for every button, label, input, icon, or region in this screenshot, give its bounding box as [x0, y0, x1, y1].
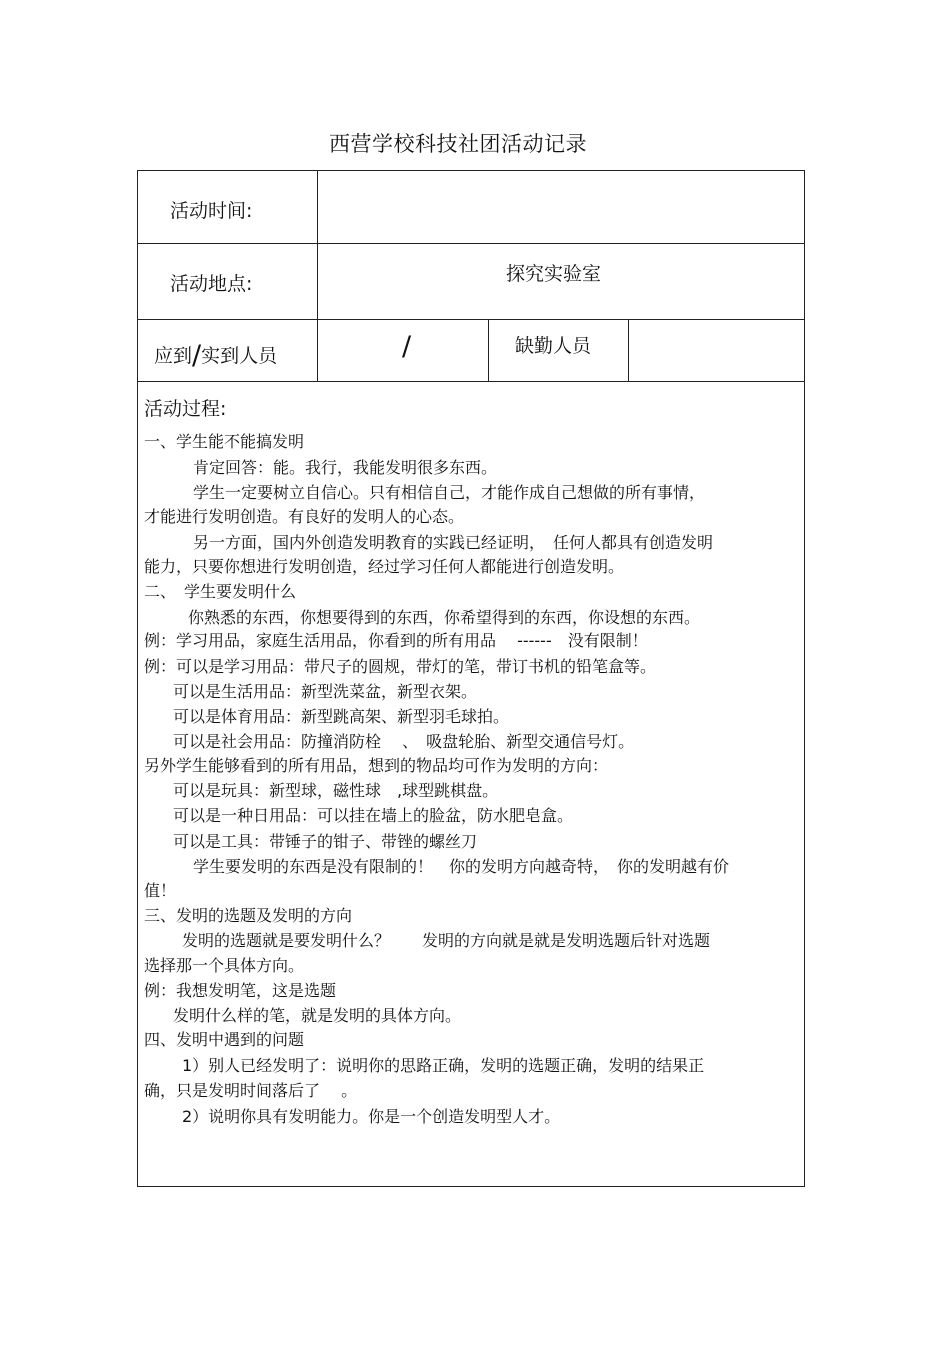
- paragraph-line: 可以是玩具：新型球，磁性球 ,球型跳棋盘。: [173, 781, 499, 800]
- paragraph-line: 你熟悉的东西，你想要得到的东西，你希望得到的东西，你设想的东西。: [188, 608, 701, 627]
- paragraph-line: 另外学生能够看到的所有用品，想到的物品均可作为发明的方向：: [144, 756, 609, 775]
- section-heading: 三、发明的选题及发明的方向: [144, 906, 353, 925]
- paragraph-line: 选择那一个具体方向。: [144, 956, 305, 975]
- paragraph-line: 例：学习用品，家庭生活用品，你看到的所有用品 ------ 没有限制！: [144, 631, 648, 650]
- row-divider: [138, 381, 804, 382]
- paragraph-line: 可以是体育用品：新型跳高架、新型羽毛球拍。: [173, 707, 510, 726]
- process-label: 活动过程:: [144, 398, 227, 420]
- paragraph-line: 另一方面，国内外创造发明教育的实践已经证明， 任何人都具有创造发明: [193, 533, 714, 552]
- section-heading: 一、学生能不能搞发明: [144, 432, 305, 451]
- column-divider: [628, 319, 629, 381]
- document-title: 西营学校科技社团活动记录: [329, 132, 587, 156]
- paragraph-line: 1）别人已经发明了：说明你的思路正确，发明的选题正确，发明的结果正: [182, 1056, 705, 1075]
- attendance-label-post: 实到人员: [201, 345, 278, 367]
- activity-record-table: [137, 170, 805, 1187]
- attendance-label: [154, 338, 277, 369]
- paragraph-line: 能力，只要你想进行发明创造，经过学习任何人都能进行创造发明。: [144, 557, 625, 576]
- row-divider: [138, 319, 804, 320]
- attendance-value: /: [402, 331, 412, 362]
- paragraph-line: 才能进行发明创造。有良好的发明人的心态。: [144, 507, 465, 526]
- time-label: 活动时间:: [170, 200, 253, 222]
- paragraph-line: 值！: [144, 881, 177, 900]
- paragraph-line: 确，只是发明时间落后了 。: [144, 1081, 358, 1100]
- paragraph-line: 可以是工具：带锤子的钳子、带锉的螺丝刀: [173, 832, 478, 851]
- place-label: 活动地点:: [170, 273, 253, 295]
- section-heading: 四、发明中遇到的问题: [144, 1030, 305, 1049]
- place-value: 探究实验室: [506, 263, 602, 285]
- attendance-slash: /: [192, 340, 202, 371]
- paragraph-line: 可以是一种日用品：可以挂在墙上的脸盆，防水肥皂盒。: [173, 806, 574, 825]
- paragraph-line: 可以是社会用品：防撞消防栓 、 吸盘轮胎、新型交通信号灯。: [173, 732, 635, 751]
- column-divider: [317, 171, 318, 381]
- paragraph-line: 发明什么样的笔，就是发明的具体方向。: [173, 1006, 462, 1025]
- paragraph-line: 2）说明你具有发明能力。你是一个创造发明型人才。: [182, 1107, 561, 1126]
- paragraph-line: 学生要发明的东西是没有限制的！ 你的发明方向越奇特， 你的发明越有价: [193, 857, 730, 876]
- attendance-label-pre: 应到: [154, 345, 193, 367]
- paragraph-line: 例：可以是学习用品：带尺子的圆规，带灯的笔，带订书机的铅笔盒等。: [144, 657, 657, 676]
- paragraph-line: 学生一定要树立自信心。只有相信自己，才能作成自己想做的所有事情，: [193, 483, 706, 502]
- section-heading: 二、 学生要发明什么: [144, 582, 297, 601]
- column-divider: [488, 319, 489, 381]
- paragraph-line: 发明的选题就是要发明什么？ 发明的方向就是就是发明选题后针对选题: [182, 931, 711, 950]
- row-divider: [138, 243, 804, 244]
- paragraph-line: 例：我想发明笔，这是选题: [144, 981, 337, 1000]
- paragraph-line: 肯定回答：能。我行，我能发明很多东西。: [193, 458, 498, 477]
- absent-label: 缺勤人员: [515, 335, 592, 357]
- paragraph-line: 可以是生活用品：新型洗菜盆，新型衣架。: [173, 682, 478, 701]
